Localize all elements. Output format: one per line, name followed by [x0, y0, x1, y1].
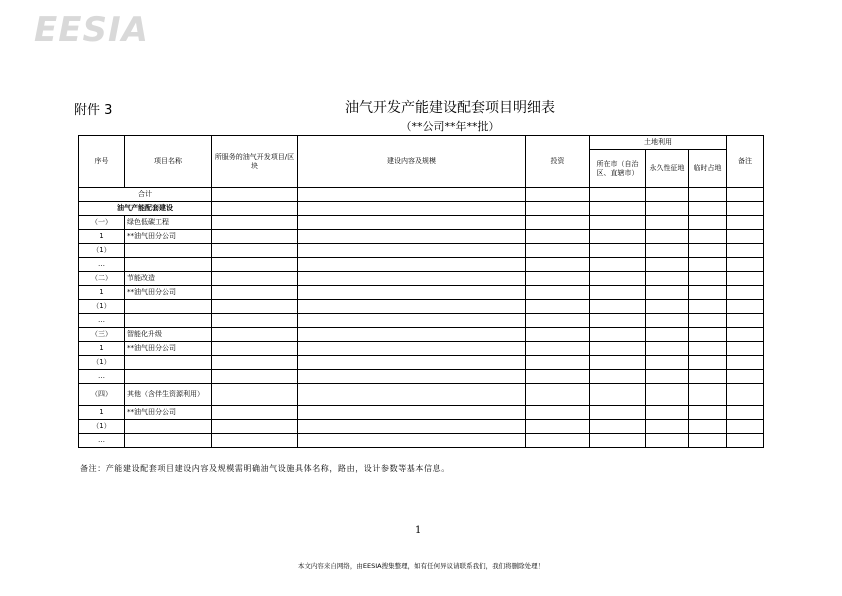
header-support: 所服务的油气开发项目/区块 — [212, 136, 298, 188]
project-table — [78, 135, 764, 448]
row-name — [125, 314, 212, 328]
table-row — [79, 258, 764, 272]
row-seq: 1 — [79, 406, 125, 420]
table-row — [79, 230, 764, 244]
row-seq: 1 — [79, 286, 125, 300]
row-seq: （1） — [79, 420, 125, 434]
row-seq: … — [79, 258, 125, 272]
header-content: 建设内容及规模 — [298, 136, 526, 188]
row-seq: … — [79, 370, 125, 384]
table-row — [79, 356, 764, 370]
row-seq: （1） — [79, 244, 125, 258]
row-name: **油气田分公司 — [125, 406, 212, 420]
row-name — [125, 420, 212, 434]
row-name: **油气田分公司 — [125, 286, 212, 300]
eesia-logo: EESIA — [34, 10, 149, 50]
page-title: 油气开发产能建设配套项目明细表 — [345, 100, 555, 116]
table-row — [79, 384, 764, 406]
header-land: 土地利用 — [590, 136, 727, 150]
page-subtitle: （**公司**年**批） — [400, 120, 500, 133]
row-name — [125, 244, 212, 258]
row-seq: … — [79, 434, 125, 448]
header-permanent: 永久性征地 — [646, 150, 689, 188]
table-row — [79, 300, 764, 314]
row-name: 智能化升级 — [125, 328, 212, 342]
row-name — [125, 434, 212, 448]
row-seq: （二） — [79, 272, 125, 286]
table-row — [79, 286, 764, 300]
header-name: 项目名称 — [125, 136, 212, 188]
table-row — [79, 202, 764, 216]
page-number: 1 — [415, 525, 422, 536]
row-name: **油气田分公司 — [125, 342, 212, 356]
table-row — [79, 406, 764, 420]
table-row — [79, 188, 764, 202]
header-location: 所在市（自治区、直辖市） — [590, 150, 646, 188]
row-name — [125, 258, 212, 272]
row-name: 节能改造 — [125, 272, 212, 286]
table-row — [79, 244, 764, 258]
row-seq: （四） — [79, 384, 125, 406]
row-name: **油气田分公司 — [125, 230, 212, 244]
table-row — [79, 434, 764, 448]
table-row — [79, 216, 764, 230]
header-invest: 投资 — [526, 136, 590, 188]
row-seq: （1） — [79, 300, 125, 314]
table-row — [79, 272, 764, 286]
row-seq: 1 — [79, 230, 125, 244]
table-note: 备注：产能建设配套项目建设内容及规模需明确油气设施具体名称，路由，设计参数等基本信息。 — [80, 464, 450, 473]
row-seq: … — [79, 314, 125, 328]
row-name: 绿色低碳工程 — [125, 216, 212, 230]
row-seq: （1） — [79, 356, 125, 370]
row-seq: （一） — [79, 216, 125, 230]
header-remark: 备注 — [727, 136, 764, 188]
header-temporary: 临时占地 — [689, 150, 727, 188]
table-row — [79, 314, 764, 328]
table-row — [79, 420, 764, 434]
row-name: 其他（含伴生资源利用） — [125, 384, 212, 406]
row-name — [125, 356, 212, 370]
row-name — [125, 300, 212, 314]
attachment-label: 附件 3 — [74, 103, 113, 118]
header-seq: 序号 — [79, 136, 125, 188]
footer-disclaimer: 本文内容来自网络，由EESIA搜集整理，如有任何异议请联系我们，我们将删除处理！ — [297, 562, 545, 570]
section-cell: 油气产能配套建设 — [79, 202, 212, 216]
row-seq: （三） — [79, 328, 125, 342]
table-row — [79, 342, 764, 356]
row-name — [125, 370, 212, 384]
table-row — [79, 370, 764, 384]
table-row — [79, 328, 764, 342]
row-seq: 1 — [79, 342, 125, 356]
total-cell: 合计 — [79, 188, 212, 202]
